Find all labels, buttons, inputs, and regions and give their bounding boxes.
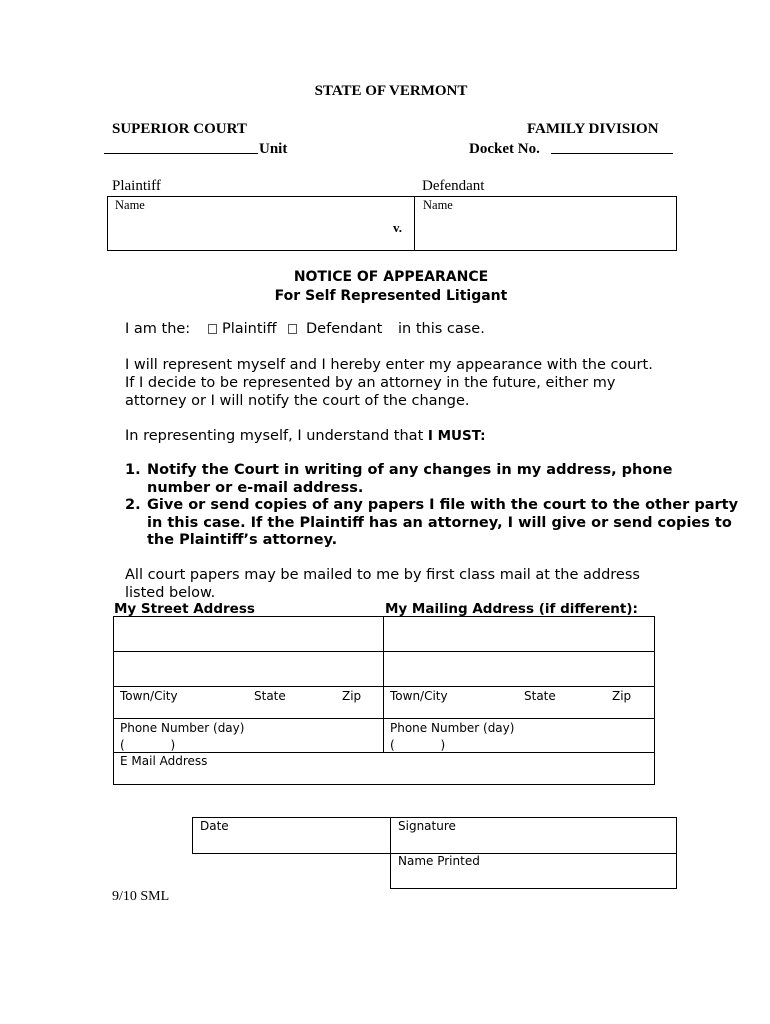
date-field[interactable] [193,832,389,852]
name-printed-field[interactable] [391,868,675,887]
duty-1-number: 1. [125,462,141,478]
understand-bold: I MUST: [427,428,486,444]
mailing-address-line-1-field[interactable] [384,617,654,650]
signature-label: Signature [398,819,456,833]
unit-label: Unit [259,141,288,157]
street-town-city-label: Town/City [120,689,178,703]
mailing-zip-label: Zip [612,689,632,703]
name-printed-label: Name Printed [398,854,480,868]
division-name: FAMILY DIVISION [527,121,659,137]
form-code: 9/10 SML [112,889,170,904]
name-printed-right-line [676,853,677,889]
address-row-line-3 [113,718,655,719]
street-address-line-1-field[interactable] [114,617,382,650]
plaintiff-option-label: Plaintiff [222,321,277,337]
plaintiff-name-label: Name [115,198,145,212]
street-phone-field[interactable]: ( ) [120,738,176,752]
signature-field[interactable] [391,832,675,852]
notice-title: NOTICE OF APPEARANCE [293,269,489,285]
represent-line-2: If I decide to be represented by an attorney in the future, either my [125,375,616,391]
docket-label: Docket No. [469,141,540,157]
mailing-town-city-label: Town/City [390,689,448,703]
role-suffix: in this case. [398,321,485,337]
duty-1-line-2: number or e-mail address. [147,480,364,496]
street-address-heading: My Street Address [114,601,255,617]
mailing-phone-field[interactable]: ( ) [390,738,446,752]
defendant-option-label: Defendant [306,321,383,337]
understand-line [125,427,486,445]
docket-blank-line[interactable] [551,153,673,154]
address-row-line-4 [113,752,655,753]
represent-line-1: I will represent myself and I hereby enter my appearance with the court. [125,357,653,373]
plaintiff-heading: Plaintiff [112,178,161,194]
defendant-name-field[interactable] [416,212,676,250]
mailing-state-label: State [524,689,556,703]
email-label: E Mail Address [120,754,208,768]
duty-2-line-2: in this case. If the Plaintiff has an attorney, I will give or send copies to [147,515,732,531]
defendant-heading: Defendant [422,178,485,194]
plaintiff-name-field[interactable] [108,212,393,250]
role-prefix: I am the: [125,321,191,337]
street-address-line-2-field[interactable] [114,652,382,685]
email-field[interactable] [114,768,654,784]
understand-prefix: In representing myself, I understand that [125,428,424,444]
court-name: SUPERIOR COURT [112,121,247,137]
date-label: Date [200,819,229,833]
name-printed-bottom-line [390,888,677,889]
mailing-phone-label: Phone Number (day) [390,721,515,735]
versus-label: v. [393,220,403,235]
mail-line-1: All court papers may be mailed to me by first class mail at the address [125,567,640,583]
state-title: STATE OF VERMONT [314,83,468,99]
duty-2-line-1: Give or send copies of any papers I file with the court to the other party [147,497,739,513]
duty-2-line-3: the Plaintiff’s attorney. [147,532,338,548]
unit-blank-line[interactable] [104,153,258,154]
represent-line-3: attorney or I will notify the court of the change. [125,393,470,409]
street-state-label: State [254,689,286,703]
parties-divider [414,196,415,251]
mailing-address-line-2-field[interactable] [384,652,654,685]
street-zip-label: Zip [342,689,362,703]
plaintiff-checkbox[interactable] [208,324,217,334]
mail-line-2: listed below. [125,585,216,601]
address-row-line-2 [113,686,655,687]
mailing-address-heading: My Mailing Address (if different): [385,601,638,617]
duty-2-number: 2. [125,497,141,513]
defendant-name-label: Name [423,198,453,212]
notice-subtitle: For Self Represented Litigant [274,288,508,304]
street-phone-label: Phone Number (day) [120,721,245,735]
duty-1-line-1: Notify the Court in writing of any changes in my address, phone [147,462,673,478]
defendant-checkbox[interactable] [288,324,297,334]
